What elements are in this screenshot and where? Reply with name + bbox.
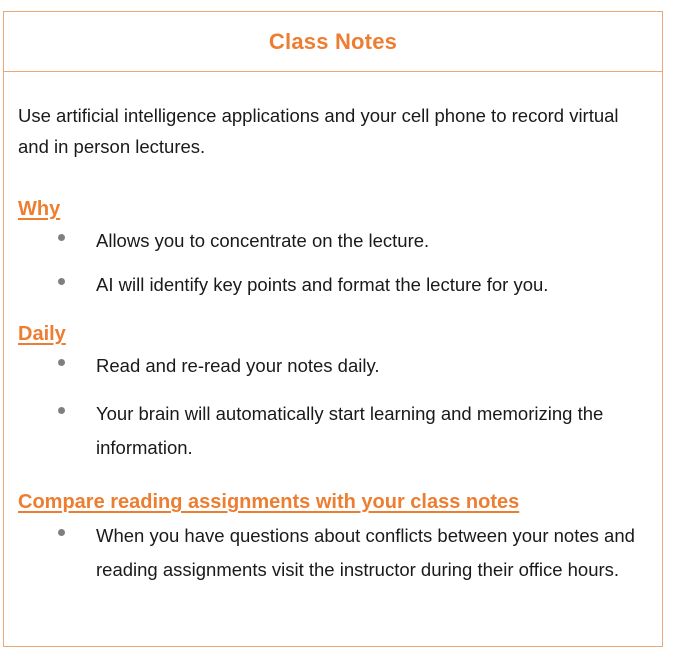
bullet-dot-icon bbox=[58, 529, 65, 536]
list-item bbox=[18, 397, 656, 465]
bullet-dot-icon bbox=[58, 234, 65, 241]
section-heading-daily: Daily bbox=[18, 323, 66, 345]
card-header bbox=[4, 12, 662, 72]
card-body bbox=[4, 100, 662, 587]
section-heading-why: Why bbox=[18, 198, 61, 220]
list-item bbox=[18, 519, 656, 587]
compare-bullet-list bbox=[18, 519, 648, 587]
why-bullet-list bbox=[18, 224, 648, 302]
section-heading-compare: Compare reading assignments with your class notes bbox=[18, 491, 520, 513]
bullet-text: Your brain will automatically start learning and memorizing the information. bbox=[96, 403, 604, 458]
bullet-text: Read and re-read your notes daily. bbox=[96, 355, 380, 376]
list-item bbox=[18, 349, 656, 383]
bullet-text: Allows you to concentrate on the lecture. bbox=[96, 230, 430, 251]
list-item bbox=[18, 268, 656, 302]
daily-bullet-list bbox=[18, 349, 648, 465]
bullet-dot-icon bbox=[58, 278, 65, 285]
list-item bbox=[18, 224, 656, 258]
intro-paragraph: Use artificial intelligence applications and your cell phone to record virtual and in person lectures. bbox=[18, 105, 619, 157]
bullet-text: When you have questions about conflicts between your notes and reading assignments visit the instructor during their office hours. bbox=[96, 525, 635, 580]
class-notes-card bbox=[3, 11, 663, 647]
card-title: Class Notes bbox=[268, 28, 398, 54]
bullet-dot-icon bbox=[58, 407, 65, 414]
bullet-text: AI will identify key points and format the lecture for you. bbox=[96, 274, 549, 295]
bullet-dot-icon bbox=[58, 359, 65, 366]
